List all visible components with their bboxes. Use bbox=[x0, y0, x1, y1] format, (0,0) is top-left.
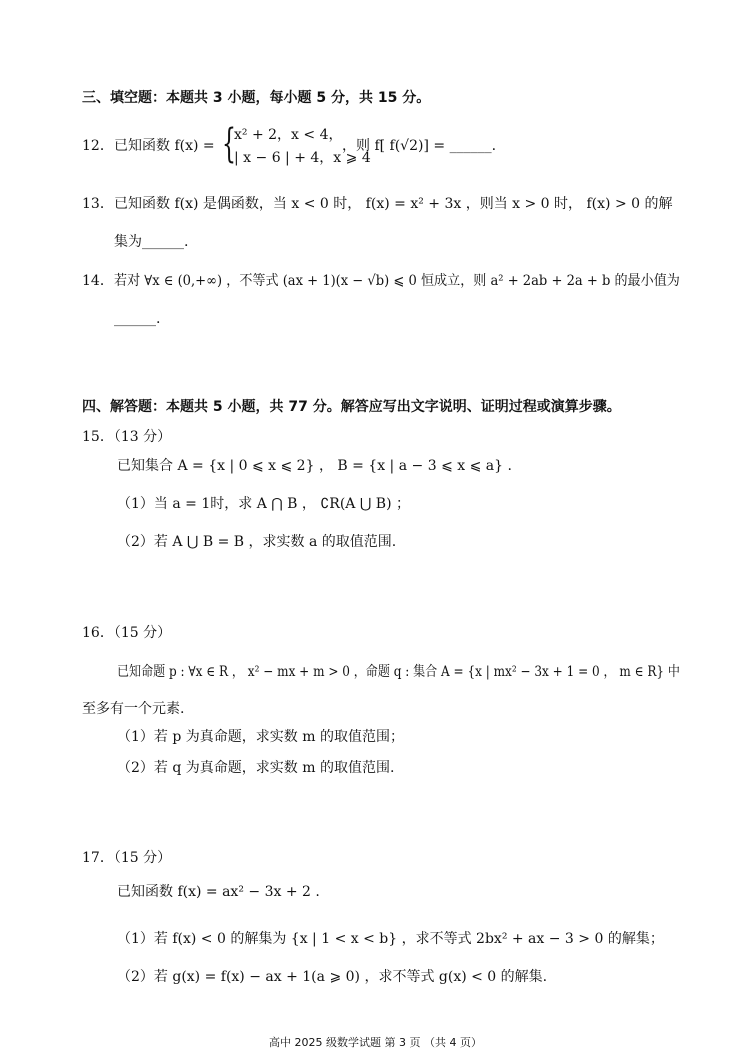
q15-header: 15．（13 分） bbox=[82, 429, 172, 445]
q13-number: 13． bbox=[82, 196, 114, 212]
q17-line-1: 已知函数 f(x) = ax² − 3x + 2 . bbox=[117, 884, 320, 900]
q16-line-2: 至多有一个元素. bbox=[82, 701, 185, 717]
q14-line-2: ______. bbox=[114, 311, 161, 327]
section-3-heading: 三、填空题：本题共 3 小题，每小题 5 分，共 15 分。 bbox=[82, 90, 431, 106]
q12-number: 12． bbox=[82, 138, 114, 154]
q14-line-1: 若对 ∀x ∈ (0,+∞) ，不等式 (ax + 1)(x − √b) ⩽ 0 恒成立，则 a² + 2ab + 2a + b 的最小值为 bbox=[114, 273, 680, 289]
q17-part-1: （1）若 f(x) < 0 的解集为 {x | 1 < x < b} ，求不等式 2bx² + ax − 3 > 0 的解集； bbox=[117, 931, 664, 947]
q13-line-2: 集为______. bbox=[114, 234, 189, 250]
q15-part-1: （1）当 a = 1时，求 A ⋂ B ， ∁R(A ⋃ B) ； bbox=[117, 496, 410, 512]
q15-part-2: （2）若 A ⋃ B = B ，求实数 a 的取值范围. bbox=[117, 534, 397, 550]
section-4-heading: 四、解答题：本题共 5 小题，共 77 分。解答应写出文字说明、证明过程或演算步骤。 bbox=[82, 399, 621, 415]
q16-part-2: （2）若 q 为真命题，求实数 m 的取值范围. bbox=[117, 760, 395, 776]
q17-part-2: （2）若 g(x) = f(x) − ax + 1(a ⩾ 0) ，求不等式 g(x) < 0 的解集. bbox=[117, 969, 548, 985]
page-footer: 高中 2025 级数学试题 第 3 页 （共 4 页） bbox=[269, 1036, 482, 1049]
q12-case-2: | x − 6 | + 4，x ⩾ 4 bbox=[234, 150, 371, 166]
q16-part-1: （1）若 p 为真命题，求实数 m 的取值范围； bbox=[117, 729, 404, 745]
q12-lead: 已知函数 f(x) = bbox=[114, 138, 215, 154]
q12-case-1: x² + 2，x < 4， bbox=[234, 127, 343, 143]
q13-line-1: 已知函数 f(x) 是偶函数，当 x < 0 时， f(x) = x² + 3x ，则当 x > 0 时， f(x) > 0 的解 bbox=[114, 196, 673, 212]
q17-header: 17．（15 分） bbox=[82, 850, 172, 866]
q15-line-1: 已知集合 A = {x | 0 ⩽ x ⩽ 2} ， B = {x | a − 3 ⩽ x ⩽ a} . bbox=[117, 458, 512, 474]
q12-left-brace: { bbox=[222, 121, 236, 167]
q14-number: 14． bbox=[82, 273, 114, 289]
q16-header: 16．（15 分） bbox=[82, 625, 172, 641]
q12-tail: ，则 f[ f(√2)] = ______. bbox=[342, 138, 497, 154]
q16-line-1: 已知命题 p : ∀x ∈ R ， x² − mx + m > 0 ，命题 q : 集合 A = {x | mx² − 3x + 1 = 0 ， m ∈ R} 中 bbox=[117, 664, 680, 680]
